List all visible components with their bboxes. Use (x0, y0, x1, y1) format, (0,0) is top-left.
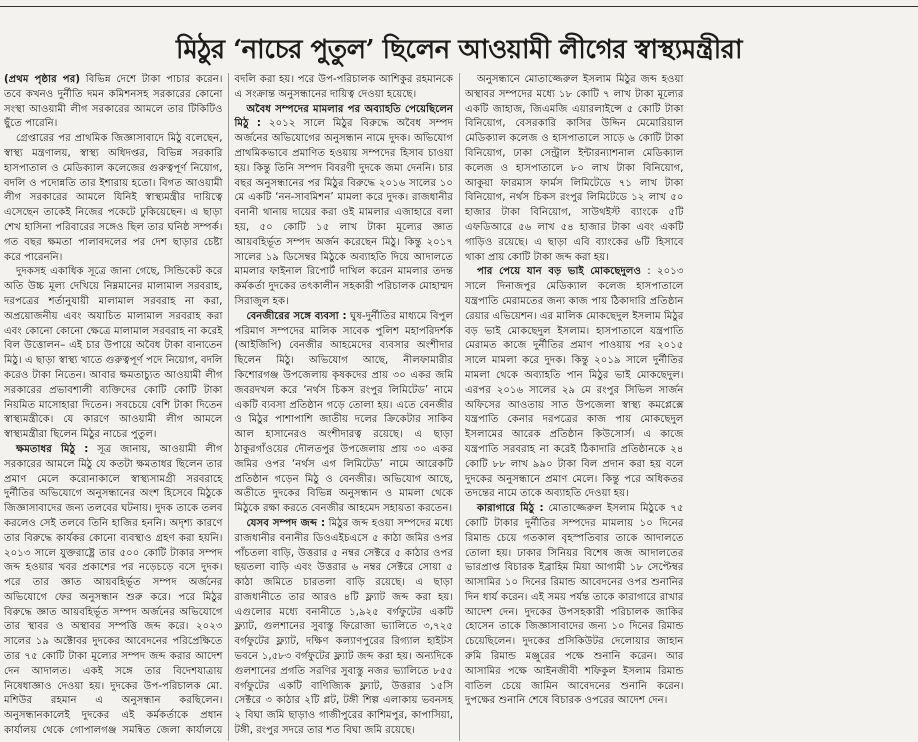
continued-from-label: (প্রথম পৃষ্ঠার পর) (4, 74, 80, 85)
page-top-rule (0, 0, 918, 14)
subhead-inline: অবৈধ সম্পদের মামলার পর অব্যাহতি পেয়েছিলেন মিঠু : (234, 103, 453, 130)
paragraph (465, 265, 684, 502)
paragraph (235, 310, 454, 517)
paragraph: দুদকসহ একাধিক সূত্রে জানা গেছে, সিন্ডিকেট করে অতি উচ্চ মূল্য দেখিয়ে নিম্নমানের মালামাল সরবরাহ, দরপত্রের শর্তানুযায়ী মালামাল সরবরাহ না করা, অপ্রয়োজনীয় এবং অযাচিত মালামাল সরবরাহ করা এবং কোনো কোনো ক্ষেত্রে মালামাল সরবরাহ না করেই বিল উত্তোলন– এই চার উপায়ে অবৈধ টাকা বানাতেন মিঠু। এ ছাড়া স্বাস্থ্য খাতে গুরুত্বপূর্ণ পদে নিয়োগ, বদলি করেও টাকা নিতেন। আবার ক্ষমতাচ্যুত আওয়ামী লীগ সরকারের প্রভাবশালী ব্যক্তিদের কোটি কোটি টাকা নিয়মিত মাসোহারা দিতেন। সবচেয়ে বেশি টাকা দিতেন স্বাস্থ্যমন্ত্রীকে। যে কারণে আওয়ামী লীগ আমলে স্বাস্থ্যমন্ত্রীরা ছিলেন মিঠুর নাচের পুতুল। (4, 266, 223, 441)
paragraph-text: মোতাজ্জেরুল ইসলাম মিঠুকে ৭৫ কোটি টাকার দুর্নীতির সম্পদের মামলায় ১০ দিনের রিমান্ড চেয়ে গতকাল বৃহস্পতিবার তাকে আদালতে তোলা হয়। ঢাকার সিনিয়র বিশেষ জজ আদালতের ভারপ্রাপ্ত বিচারক ইব্রাহিম মিয়া আগামী ১৮ সেপ্টেম্বর আসামির ১০ দিনের রিমান্ড আবেদনের ওপর শুনানির দিন ধার্য করেন। এই সময় পর্যন্ত তাকে কারাগারে রাখার আদেশ দেন। দুদকের উপসহকারী পরিচালক জাকির হোসেন তাকে জিজ্ঞাসাবাদের জন্য ১০ দিনের রিমান্ড চেয়েছিলেন। দুদকের প্রসিকিউটর দেলোয়ার জাহান রুমি রিমান্ড মঞ্জুরের পক্ষে শুনানি করেন। আর আসামির পক্ষে আইনজীবী শফিকুল ইসলাম রিমান্ড বাতিল চেয়ে জামিন আবেদনের শুনানি করেন। দুপক্ষের শুনানি শেষে বিচারক ওপরের আদেশ দেন। (465, 503, 684, 707)
subhead-inline: পার পেয়ে যান বড় ভাই মোকছেদুলও (477, 266, 641, 278)
paragraph (235, 103, 454, 310)
subhead-inline: বেনজীরের সঙ্গে ব্যবসা : (246, 310, 347, 322)
paragraph-text: : ২০১৩ সালে দিনাজপুর মেডিক্যাল কলেজ হাসপাতালে যন্ত্রপাতি মেরামতের জন্য কাজ পায় ঠিকাদারি প্রতিষ্ঠান রেয়ার এভিয়েশন। এর মালিক মোকছেদুল ইসলাম মিঠুর বড় ভাই মোকছেদুল ইসলাম। হাসপাতালে যন্ত্রপাতি মেরামত কাজে দুর্নীতির প্রমাণ পাওয়ায় পর ২০১৫ সালে মামলা করে দুদক। কিন্তু ২০১৯ সালে দুর্নীতির মামলা থেকে অব্যাহতি পান মিঠুর ভাই মোকছেদুল। এরপর ২০১৬ সালের ২৯ মে রংপুর সিভিল সার্জন অফিসের আওতায় সাত উপজেলা স্বাস্থ্য কমপ্লেক্সে যন্ত্রপাতি কেনার দরপত্রের কাজ পায় মোকছেদুল ইসলামের আরেক প্রতিষ্ঠান কিউসোর্স। এ কাজে যন্ত্রপাতি সরবরাহ না করেই ঠিকাদারি প্রতিষ্ঠানকে ২৪ কোটি ৮৮ লাখ ৯৯০ টাকা বিল প্রদান করা হয় বলে দুদকের অনুসন্ধানে প্রমাণ মেলে। কিন্তু পরে অধিকতর তদন্তের নামে তাকে অব্যাহতি দেওয়া হয়। (465, 266, 684, 500)
paragraph: অনুসন্ধানে মোতাজ্জেরুল ইসলাম মিঠুর জব্দ হওয়া অস্থাবর সম্পদের মধ্যে ১৮ কোটি ৭ লাখ টাকা মূল্যের একটি জাহাজ, জিএমজি এয়ারলাইন্সে ৫ কোটি টাকা বিনিয়োগ, বেসরকারি কাসির উদ্দিন মেমোরিয়াল মেডিক্যাল কলেজ ও হাসপাতালে সাড়ে ৬ কোটি টাকা বিনিয়োগ, ঢাকা সেন্ট্রাল ইন্টারন্যাশনাল মেডিক্যাল কলেজ ও হাসপাতালে ৮০ লাখ টাকা বিনিয়োগ, আকুয়া ফারমাস ফার্মস লিমিটেডে ৭১ লাখ টাকা বিনিয়োগ, নর্থস চিকস রংপুর লিমিটেডে ১২ লাখ ৫০ হাজার টাকা বিনিয়োগ, সাউথইস্ট ব্যাংকে ৫টি এফডিআরে ৫৬ লাখ ৫৪ হাজার টাকা এবং একটি গাড়িও রয়েছে। এ ছাড়া এবি ব্যাংকের ৬টি হিসাবে থাকা প্রায় কোটি টাকা জব্দ করা হয়। (465, 74, 684, 263)
paragraph (465, 502, 684, 709)
headline: মিঠুর ‘নাচের পুতুল’ ছিলেন আওয়ামী লীগের স্বাস্থ্যমন্ত্রীরা (175, 35, 743, 65)
paragraph-text: ঘুষ-দুর্নীতির মাধ্যমে বিপুল পরিমাণ সম্পদের মালিক সাবেক পুলিশ মহাপরিদর্শক (আইজিপি) বেনজীর আহমেদের ব্যবসার অংশীদার ছিলেন মিঠু। অভিযোগ আছে, নীলফামারীর কিশোরগঞ্জ উপজেলায় কৃষকদের প্রায় ৩০ একর জমি জবরদখল করে ‘নর্থস চিকস রংপুর লিমিটেড’ নামে একটি ব্যবসা প্রতিষ্ঠান গড়ে তোলা হয়। এতে বেনজীর ও মিঠুর পাশাপাশি জাতীয় দলের ক্রিকেটার সাকিব আল হাসানেরও অংশীদারত্ব রয়েছে। এ ছাড়া ঠাকুরগাঁওয়ের দৌলতপুর উপজেলায় প্রায় ৩০ একর জমির ওপর ‘নর্থস এগ লিমিটেড’ নামে আরেকটি প্রতিষ্ঠান গড়েন মিঠু ও বেনজীর। অভিযোগ আছে, অতীতে দুদকের বিভিন্ন অনুসন্ধান ও মামলা থেকে মিঠুকে রক্ষা করতে বেনজীর আহমেদ সহায়তা করতেন। (234, 310, 453, 515)
paragraph-text: ২০১২ সালে মিঠুর বিরুদ্ধে অবৈধ সম্পদ অর্জনের অভিযোগের অনুসন্ধান নামে দুদক। অভিযোগ প্রাথমিকভাবে প্রমাণিত হওয়ায় সম্পদের হিসাব চাওয়া হয়। কিন্তু তিনি সম্পদ বিবরণী দুদকে জমা দেননি। চার বছর অনুসন্ধানের পর মিঠুর বিরুদ্ধে ২০১৬ সালের ১০ মে একটি ‘নন-সাবমিশন’ মামলা করে দুদক। রাজধানীর বনানী থানায় দায়ের করা ওই মামলার এজাহারে বলা হয়, ৫০ কোটি ১৫ লাখ টাকা মূল্যের জ্ঞাত আয়বহির্ভূত সম্পদ অর্জন করেছেন মিঠু। কিন্তু ২০১৭ সালের ১৯ ডিসেম্বর মিঠুকে অব্যাহতি দিয়ে আদালতে মামলার ফাইনাল রিপোর্ট দাখিল করেন মামলার তদন্ত কর্মকর্তা দুদকের তৎকালীন সহকারী পরিচালক মোহাম্মদ সিরাজুল হক। (234, 118, 454, 307)
paragraph-text: মিঠুর জব্দ হওয়া সম্পদের মধ্যে রাজধানীর বনানীর ডিওএইচএসে ৫ কাঠা জমির ওপর পাঁচতলা বাড়ি, উত্তরার ৫ নম্বর সেক্টরে ৫ কাঠার ওপর ছয়তলা বাড়ি এবং উত্তরার ৬ নম্বর সেক্টরে সোয়া ৫ কাঠা জমিতে চারতলা বাড়ি রয়েছে। এ ছাড়া রাজধানীতে তার আরও ৪টি ফ্ল্যাট জব্দ করা হয়। এগুলোর মধ্যে বনানীতে ১,৯২৫ বর্গফুটের একটি ফ্ল্যাট, গুলশানের সুবাস্তু ফিরোজা ভ্যালিতে ৩,৭২৫ বর্গফুটের ফ্ল্যাট, দক্ষিণ কল্যাণপুরের রিগ্যাল হাইটস ভবনে ১,৫৮৩ বর্গফুটের ফ্ল্যাট জব্দ করা হয়। অন্যদিকে গুলশানের প্রগতি সরণির সুবাস্তু নজর ভ্যালিতে ৮৫৫ বর্গফুটের একটি বাণিজ্যিক ফ্ল্যাট, উত্তরার ১৫সি সেক্টরে ৩ কাঠার ২টি প্লট, টঙ্গী শিল্প এলাকায় ভবনসহ ২ বিঘা জমি ছাড়াও গাজীপুরের কাশিমপুর, কাপাসিয়া, টঙ্গী, রংপুর সদরে তার শত বিঘা জমি রয়েছে। (234, 517, 453, 737)
paragraph-text: বিভিন্ন দেশে টাকা পাচার করেন। তবে কখনও দুর্নীতি দমন কমিশনসহ সরকারের কোনো সংস্থা আওয়ামী লীগ সরকারের আমলে তার টিকিটিও ছুঁতে পারেনি। (4, 74, 223, 130)
subhead-inline: ক্ষমতাধর মিঠু : (16, 443, 89, 455)
paragraph-text: সূত্র জানায়, আওয়ামী লীগ সরকারের আমলে মিঠু যে কতটা ক্ষমতাধর ছিলেন তার প্রমাণ মেলে করোনাকালে স্বাস্থ্যসামগ্রী সরবরাহে দুর্নীতির অভিযোগে অনুসন্ধানের অংশ হিসেবে মিঠুকে জিজ্ঞাসাবাদের জন্য তলবের ঘটনায়। দুদক তাকে তলব করলেও সেই তলবে তিনি হাজির হননি। অদৃশ্য কারণে তার বিরুদ্ধে কার্যকর কোনো ব্যবস্থাও গ্রহণ করা হয়নি। ২০১৩ সালে যুক্তরাষ্ট্রে তার ৫০০ কোটি টাকার সম্পদ জব্দ হওয়ার খবর প্রকাশের পর নড়েচড়ে বসে দুদক। পরে তার জ্ঞাত আয়বহির্ভূত সম্পদ অর্জনের অভিযোগে ফের অনুসন্ধান শুরু করে। পরে মিঠুর বিরুদ্ধে জ্ঞাত আয়বহির্ভূত সম্পদ অর্জনের অভিযোগে তার স্থাবর ও অস্থাবর সম্পত্তি জব্দ করে। ২০২৩ সালের ১৯ অক্টোবর দুদকের আবেদনের পরিপ্রেক্ষিতে তার ৭৫ কোটি টাকা মূল্যের সম্পদ জব্দ করার আদেশ দেন আদালত। একই সঙ্গে তার বিদেশযাত্রায় নিষেধাজ্ঞাও দেওয়া হয়। দুদকের উপ-পরিচালক মো. মশিউর রহমান এ অনুসন্ধান করছিলেন। অনুসন্ধানকালেই দুদকের এই কর্মকর্তাকে প্রধান কার্যালয় থেকে গোপালগঞ্জ সমন্বিত জেলা কার্যালয়ে বদলি করা হয়। পরে উপ-পরিচালক আশিকুর রহমানকে এ সংক্রান্ত অনুসন্ধানের দায়িত্ব দেওয়া হয়েছে। (4, 74, 453, 737)
article-body (4, 73, 914, 741)
paragraph (235, 517, 454, 739)
subhead-inline: যেসব সম্পদ জব্দ : (246, 517, 326, 529)
paragraph (4, 73, 223, 132)
subhead-inline: কারাগারে মিঠু : (477, 503, 544, 515)
paragraph: গ্রেপ্তারের পর প্রাথমিক জিজ্ঞাসাবাদে মিঠু বলেছেন, স্বাস্থ্য মন্ত্রণালয়, স্বাস্থ্য অধিদপ্তর, বিভিন্ন সরকারি হাসপাতাল ও মেডিক্যাল কলেজের গুরুত্বপূর্ণ নিয়োগ, বদলি ও পদোন্নতি তার ইশারায় হতো। বিগত আওয়ামী লীগ সরকারের আমলে যিনিই স্বাস্থ্যমন্ত্রীর দায়িত্বে এসেছেন তাকেই নিজের পকেটে ঢুকিয়েছেন। এ ছাড়া শেখ হাসিনা পরিবারের সঙ্গেও ছিল তার ঘনিষ্ঠ সম্পর্ক। গত বছর ক্ষমতা পালাবদলের পর দেশ ছাড়ার চেষ্টা করে পারেননি। (4, 133, 223, 263)
